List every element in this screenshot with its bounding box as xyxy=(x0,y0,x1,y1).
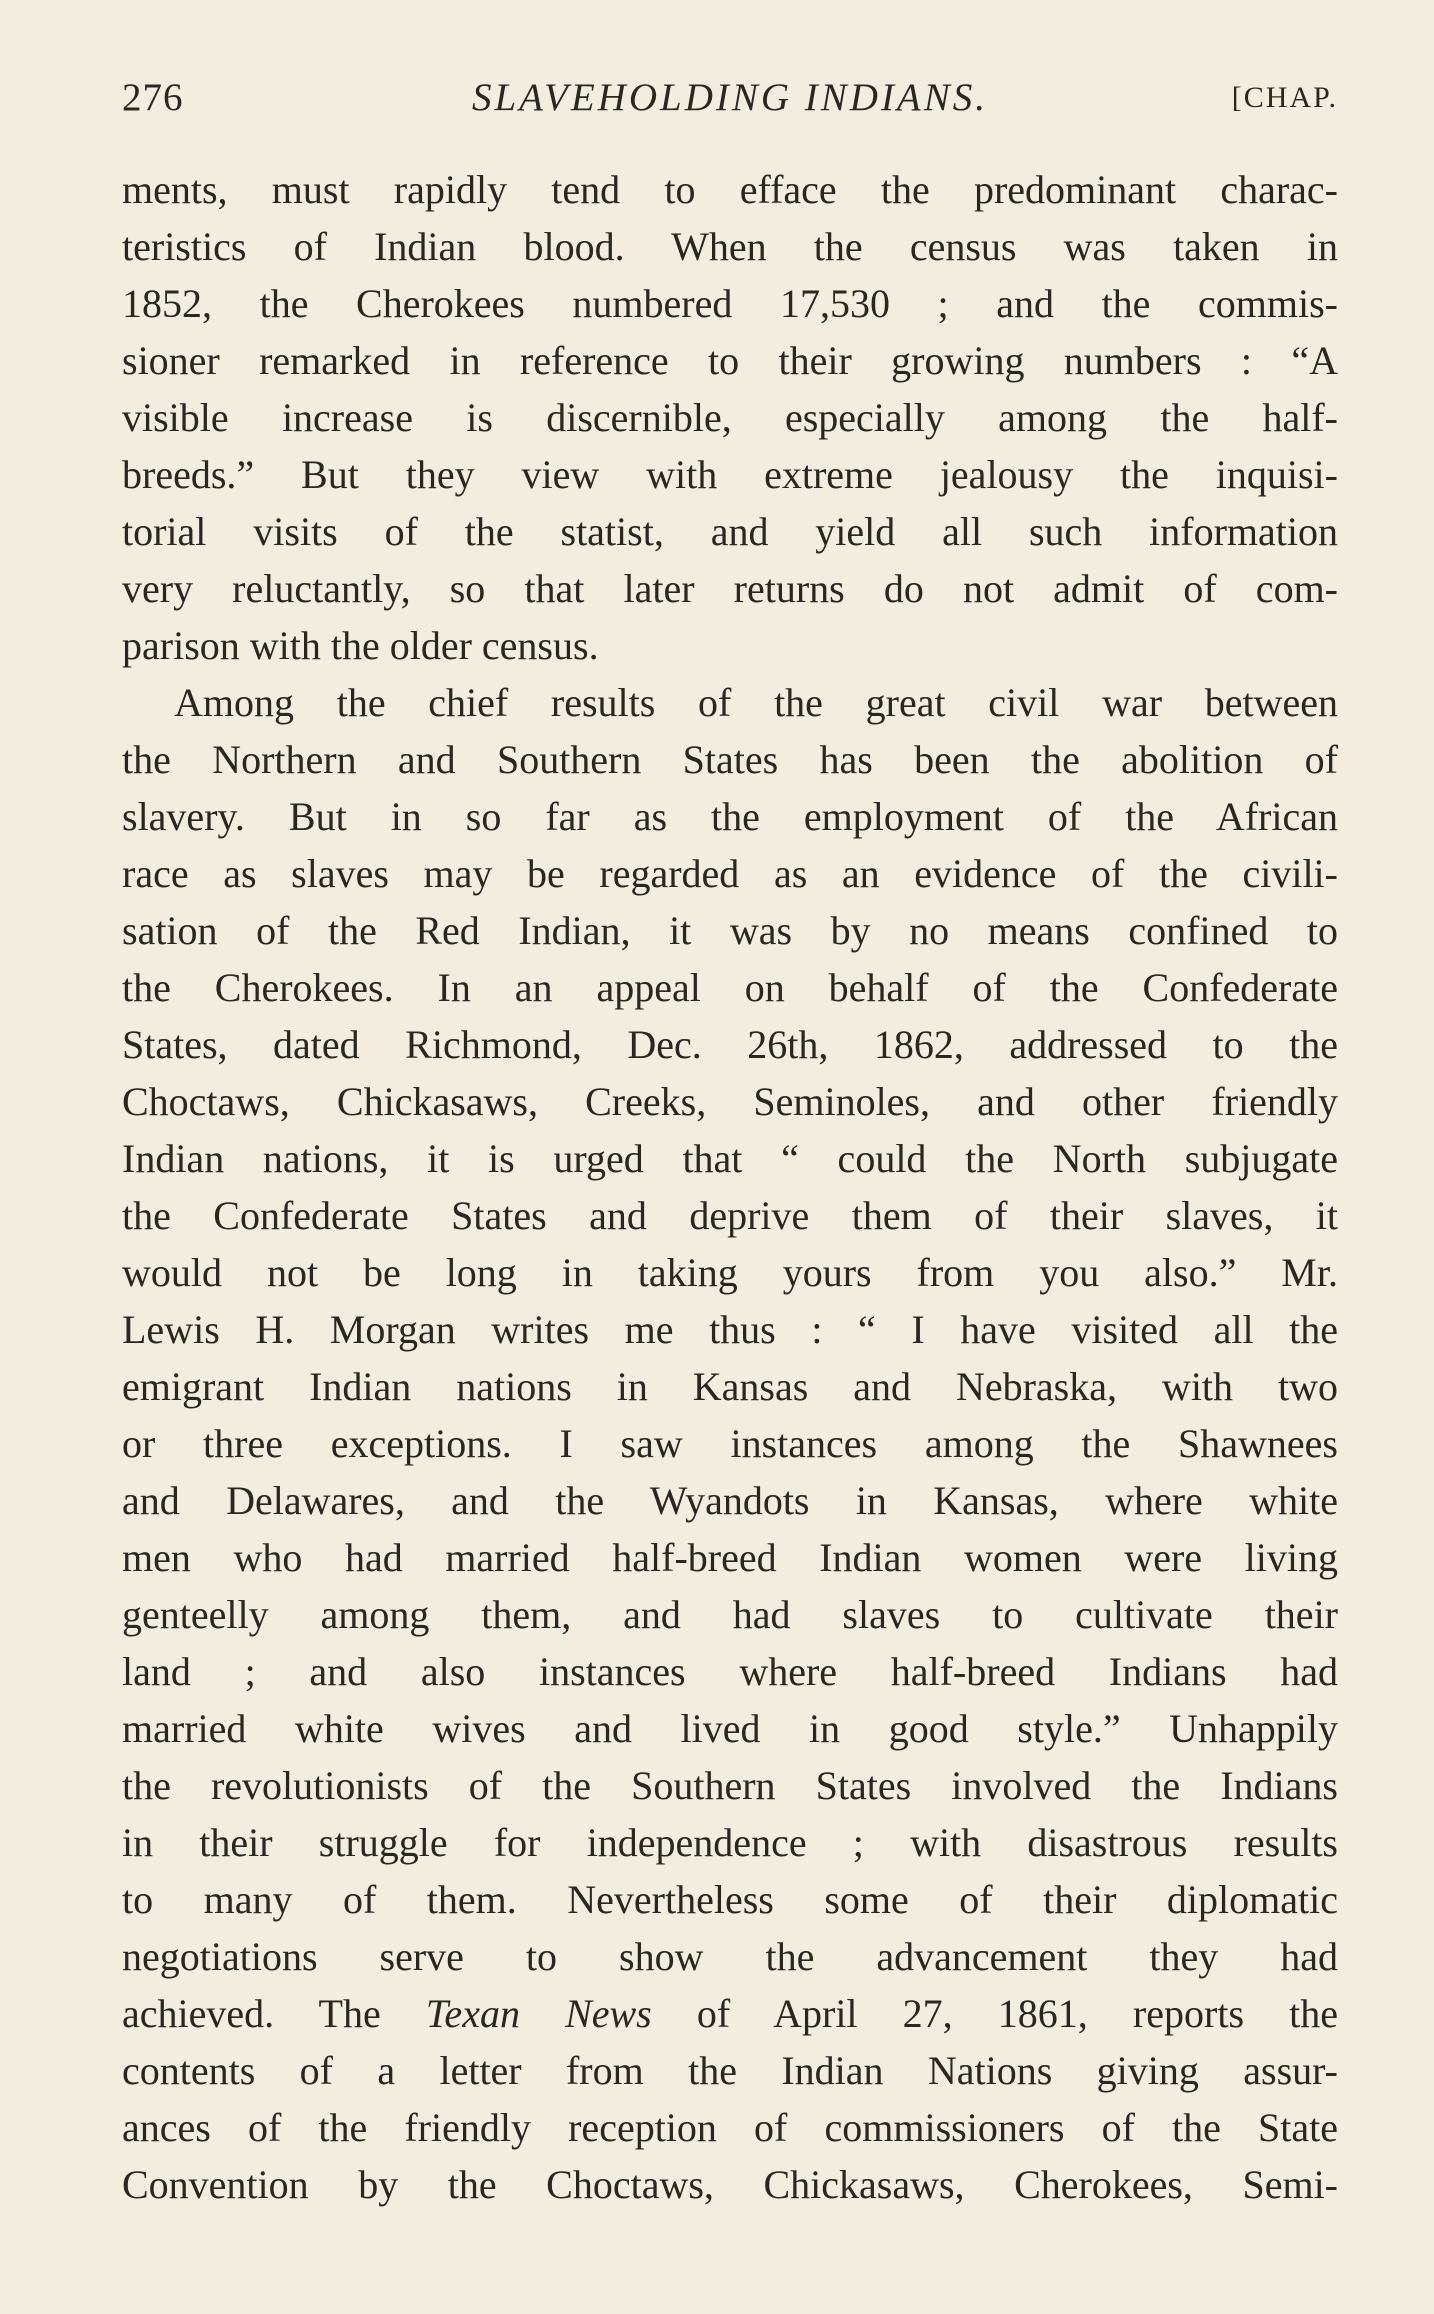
text-line: slavery. But in so far as the employment of the African xyxy=(122,794,1338,839)
text-line: Choctaws, Chickasaws, Creeks, Seminoles, and other friendly xyxy=(122,1079,1338,1124)
text-line: men who had married half-breed Indian women were living xyxy=(122,1535,1338,1580)
text-line: parison with the older census. xyxy=(122,623,599,668)
text-line: ments, must rapidly tend to efface the predominant charac- xyxy=(122,167,1338,212)
text-line: or three exceptions. I saw instances among the Shawnees xyxy=(122,1421,1338,1466)
text-line: in their struggle for independence ; with disastrous results xyxy=(122,1820,1338,1865)
text-line: Lewis H. Morgan writes me thus : “ I have visited all the xyxy=(122,1307,1338,1352)
text-line: sioner remarked in reference to their growing numbers : “A xyxy=(122,338,1338,383)
text-line: Convention by the Choctaws, Chickasaws, Cherokees, Semi- xyxy=(122,2162,1338,2207)
text-line: breeds.” But they view with extreme jealousy the inquisi- xyxy=(122,452,1338,497)
text-line: sation of the Red Indian, it was by no means confined to xyxy=(122,908,1338,953)
body-text xyxy=(122,161,1338,2213)
text-line: very reluctantly, so that later returns do not admit of com- xyxy=(122,566,1338,611)
text-line: race as slaves may be regarded as an evidence of the civili- xyxy=(122,851,1338,896)
text-line: to many of them. Nevertheless some of their diplomatic xyxy=(122,1877,1338,1922)
page-header xyxy=(122,68,1338,128)
text-line: and Delawares, and the Wyandots in Kansas, where white xyxy=(122,1478,1338,1523)
chapter-label: [CHAP. xyxy=(1231,81,1338,114)
text-line: the Cherokees. In an appeal on behalf of the Confederate xyxy=(122,965,1338,1010)
text-line: the Northern and Southern States has been the abolition of xyxy=(122,737,1338,782)
running-title: SLAVEHOLDING INDIANS. xyxy=(471,76,989,119)
text-line: Among the chief results of the great civil war between xyxy=(174,680,1338,725)
page-number: 276 xyxy=(122,76,184,119)
text-line: the Confederate States and deprive them of their slaves, it xyxy=(122,1193,1338,1238)
text-line: emigrant Indian nations in Kansas and Nebraska, with two xyxy=(122,1364,1338,1409)
text-line: torial visits of the statist, and yield all such information xyxy=(122,509,1338,554)
text-line: genteelly among them, and had slaves to cultivate their xyxy=(122,1592,1338,1637)
text-segment: achieved. The xyxy=(122,1991,426,2036)
text-line: teristics of Indian blood. When the census was taken in xyxy=(122,224,1338,269)
text-line: States, dated Richmond, Dec. 26th, 1862, addressed to the xyxy=(122,1022,1338,1067)
text-line xyxy=(122,1985,1338,2042)
text-line: Indian nations, it is urged that “ could the North subjugate xyxy=(122,1136,1338,1181)
text-line: visible increase is discernible, especially among the half- xyxy=(122,395,1338,440)
text-line: contents of a letter from the Indian Nations giving assur- xyxy=(122,2048,1338,2093)
text-line: married white wives and lived in good style.” Unhappily xyxy=(122,1706,1338,1751)
text-segment: of April 27, 1861, reports the xyxy=(651,1991,1338,2036)
text-line: negotiations serve to show the advancement they had xyxy=(122,1934,1338,1979)
text-line: would not be long in taking yours from you also.” Mr. xyxy=(122,1250,1338,1295)
text-line: ances of the friendly reception of commissioners of the State xyxy=(122,2105,1338,2150)
text-line: 1852, the Cherokees numbered 17,530 ; and the commis- xyxy=(122,281,1338,326)
text-line: land ; and also instances where half-breed Indians had xyxy=(122,1649,1338,1694)
newspaper-title: Texan News xyxy=(425,1991,652,2036)
text-line: the revolutionists of the Southern States involved the Indians xyxy=(122,1763,1338,1808)
